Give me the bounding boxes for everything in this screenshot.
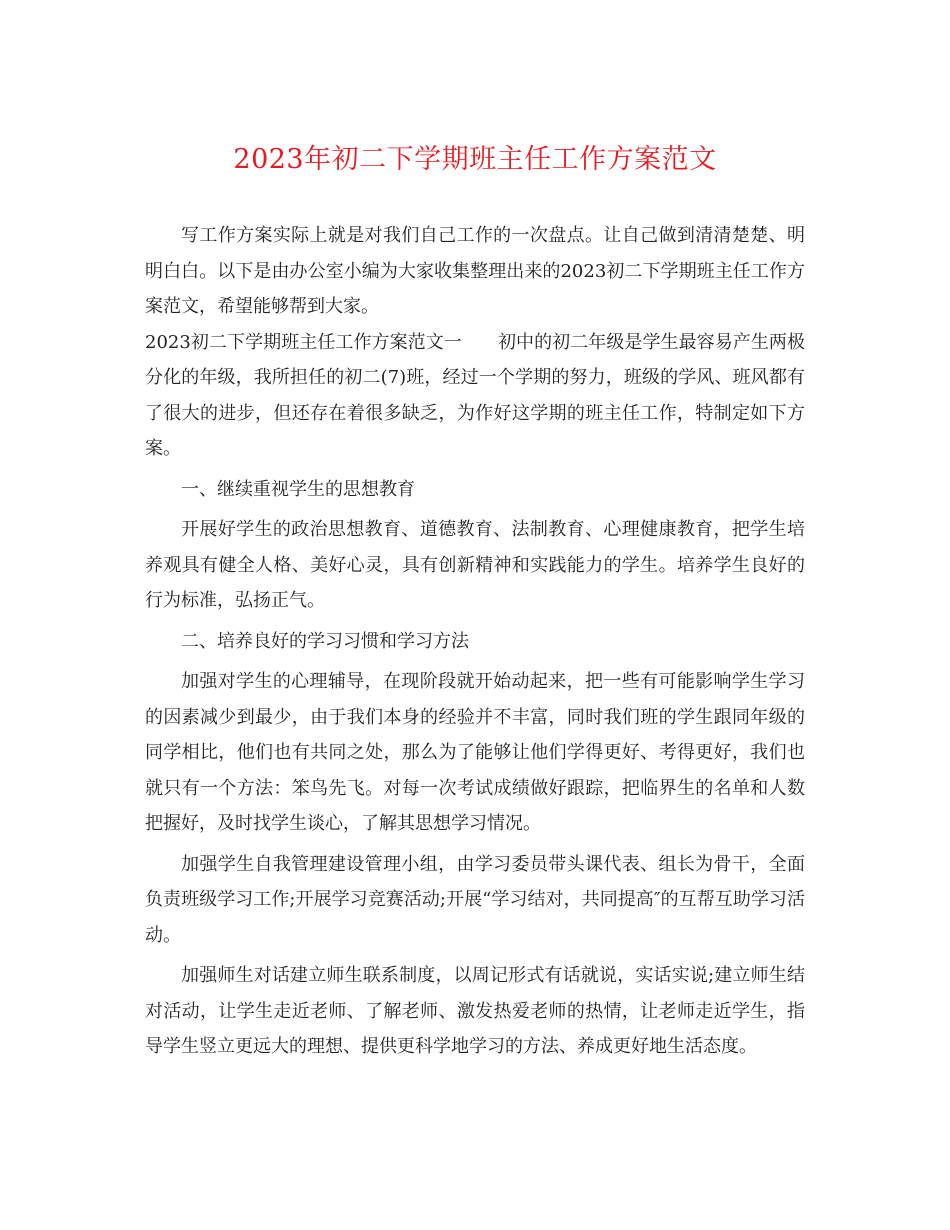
body-paragraph-4: 加强师生对话建立师生联系制度，以周记形式有话就说，实话实说;建立师生结对活动，让学生走近老师、了解老师、激发热爱老师的热情，让老师走近学生，指导学生竖立更远大的理想、提供更科学地学习的方法、养成更好地生活态度。	[145, 965, 805, 1057]
intro-paragraph: 写工作方案实际上就是对我们自己工作的一次盘点。让自己做到清清楚楚、明明白白。以下是由办公室小编为大家收集整理出来的2023初二下学期班主任工作方案范文，希望能够帮到大家。	[145, 225, 805, 317]
body-paragraph-2: 加强对学生的心理辅导，在现阶段就开始动起来，把一些有可能影响学生学习的因素减少到最少，由于我们本身的经验并不丰富，同时我们班的学生跟同年级的同学相比，他们也有共同之处，那么为了能够让他们学得更好、考得更好，我们也就只有一个方法：笨鸟先飞。对每一次考试成绩做好跟踪，把临界生的名单和人数把握好，及时找学生谈心，了解其思想学习情况。	[145, 671, 805, 834]
section-heading-1: 一、继续重视学生的思想教育	[181, 478, 415, 500]
body-paragraph-1: 开展好学生的政治思想教育、道德教育、法制教育、心理健康教育，把学生培养观具有健全人格、美好心灵，具有创新精神和实践能力的学生。培养学生良好的行为标准，弘扬正气。	[145, 519, 805, 611]
document-title: 2023年初二下学期班主任工作方案范文	[233, 144, 717, 175]
section-intro-paragraph: 2023初二下学期班主任工作方案范文一 初中的初二年级是学生最容易产生两极分化的年级，我所担任的初二(7)班，经过一个学期的努力，班级的学风、班风都有了很大的进步，但还存在着很多缺乏，为作好这学期的班主任工作，特制定如下方案。	[145, 331, 805, 459]
section-heading-2: 二、培养良好的学习习惯和学习方法	[181, 630, 469, 652]
document-body	[145, 218, 805, 1065]
body-paragraph-3: 加强学生自我管理建设管理小组，由学习委员带头课代表、组长为骨干，全面负责班级学习工作;开展学习竞赛活动;开展“学习结对，共同提高″的互帮互助学习活动。	[145, 853, 805, 946]
